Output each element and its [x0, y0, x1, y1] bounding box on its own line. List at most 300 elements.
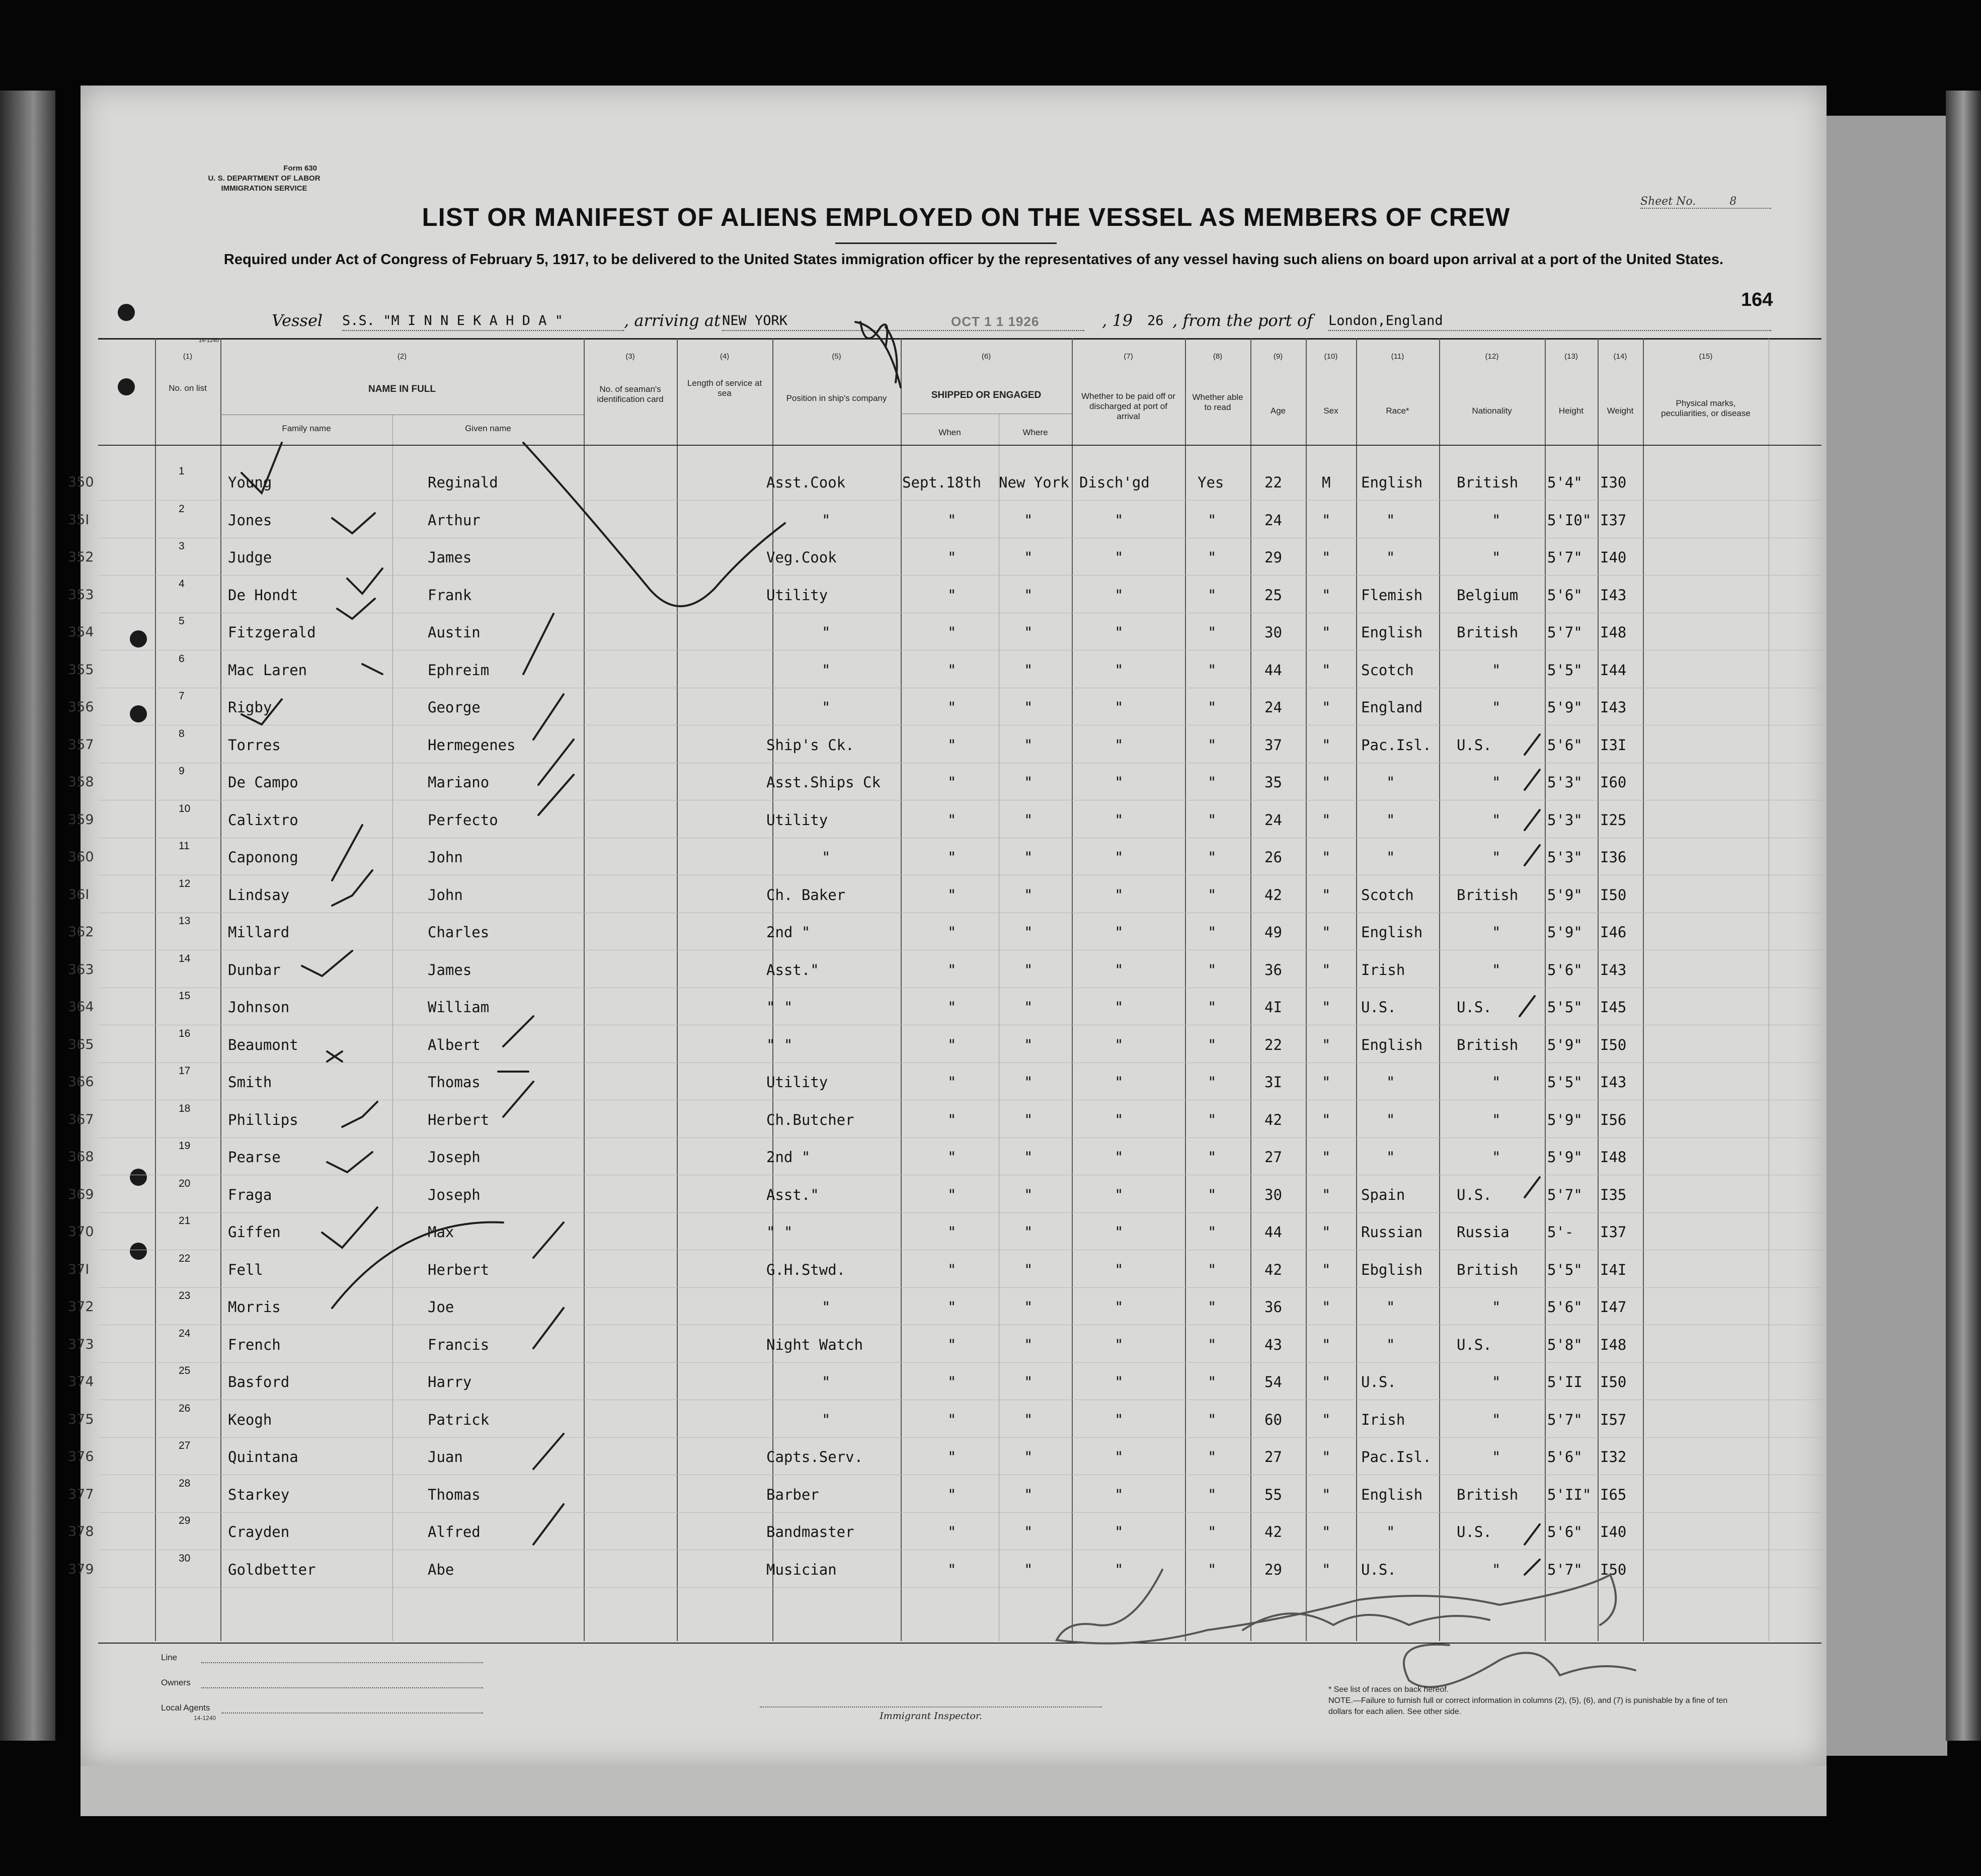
position: " " [766, 999, 793, 1016]
header-height: Height [1558, 406, 1584, 416]
height: 5'9" [1547, 886, 1582, 904]
position: Ch.Butcher [766, 1111, 854, 1128]
nationality: " [1492, 511, 1501, 529]
inspector-signature-line [760, 1706, 1102, 1707]
able-to-read: " [1208, 1411, 1217, 1428]
age: 43 [1264, 1336, 1282, 1353]
age: 44 [1264, 661, 1282, 679]
shipped-where: " [1024, 774, 1033, 791]
given-name: William [428, 999, 490, 1016]
row-number: 12 [179, 877, 191, 889]
able-to-read: " [1208, 924, 1217, 941]
able-to-read: " [1208, 511, 1217, 529]
family-name: Johnson [228, 999, 290, 1016]
shipped-when: " [947, 1486, 957, 1503]
race: U.S. [1361, 1561, 1396, 1578]
header-race: Race* [1386, 406, 1409, 416]
shipped-where: " [1024, 999, 1033, 1016]
header-physical-marks: Physical marks, peculiarities, or disease [1661, 398, 1751, 418]
age: 42 [1264, 1111, 1282, 1128]
position: Asst." [766, 961, 819, 978]
shipped-where: " [1024, 1074, 1033, 1091]
race: English [1361, 1486, 1423, 1503]
row-ref: 378 [68, 1524, 94, 1539]
column-number: (9) [1273, 352, 1283, 361]
line-field [201, 1661, 483, 1663]
race: Scotch [1361, 661, 1414, 679]
row-ref: 365 [68, 1036, 94, 1052]
sex: " [1322, 1448, 1331, 1465]
shipped-where: " [1024, 849, 1033, 866]
page-title: LIST OR MANIFEST OF ALIENS EMPLOYED ON THE VESSEL AS MEMBERS OF CREW [422, 203, 1511, 231]
long-check-stroke [523, 443, 785, 606]
position: " " [766, 1036, 793, 1053]
age: 27 [1264, 1149, 1282, 1166]
given-name: Thomas [428, 1074, 481, 1091]
shipped-where: " [1024, 699, 1033, 716]
family-name: Torres [228, 736, 281, 754]
sex: " [1322, 811, 1331, 829]
family-name: Quintana [228, 1448, 298, 1465]
sex: " [1322, 999, 1331, 1016]
race: English [1361, 474, 1423, 491]
position: Night Watch [766, 1336, 863, 1353]
able-to-read: " [1208, 661, 1217, 679]
family-name: Starkey [228, 1486, 290, 1503]
family-name: Fell [228, 1261, 263, 1278]
row-ref: 376 [68, 1449, 94, 1464]
shipped-where: " [1024, 1448, 1033, 1465]
given-name: Hermegenes [428, 736, 516, 754]
nationality: " [1492, 1111, 1501, 1128]
arriving-label: , arriving at [624, 311, 721, 330]
row-number: 17 [179, 1065, 191, 1077]
given-name: Joe [428, 1298, 454, 1316]
paid-off: " [1115, 1261, 1124, 1278]
nationality: " [1492, 661, 1501, 679]
able-to-read: " [1208, 774, 1217, 791]
shipped-when: " [947, 1186, 957, 1203]
shipped-when: " [947, 1261, 957, 1278]
arrival-port: NEW YORK [722, 313, 1084, 331]
row-ref: 354 [68, 624, 94, 640]
weight: I40 [1600, 1523, 1627, 1540]
shipped-where: " [1024, 1523, 1033, 1540]
able-to-read: " [1208, 699, 1217, 716]
column-number: (2) [397, 352, 407, 361]
weight: I57 [1600, 1411, 1627, 1428]
shipped-when: " [947, 1036, 957, 1053]
row-ref: 352 [68, 549, 94, 565]
paid-off: " [1115, 1036, 1124, 1053]
nationality: U.S. [1457, 1336, 1492, 1353]
row-number: 8 [179, 727, 185, 740]
position: " [822, 1373, 831, 1391]
local-agents-label: Local Agents [161, 1703, 210, 1712]
nationality: " [1492, 1149, 1501, 1166]
given-name: Abe [428, 1561, 454, 1578]
age: 29 [1264, 1561, 1282, 1578]
age: 24 [1264, 811, 1282, 829]
owners-field [201, 1686, 483, 1688]
height: 5'9" [1547, 699, 1582, 716]
header-shipped-engaged: SHIPPED OR ENGAGED [931, 390, 1042, 400]
weight: I46 [1600, 924, 1627, 941]
nationality: " [1492, 699, 1501, 716]
sex: " [1322, 1298, 1331, 1316]
row-ref: 353 [68, 587, 94, 603]
age: 24 [1264, 699, 1282, 716]
height: 5'II [1547, 1373, 1582, 1391]
shipped-where: " [1024, 1111, 1033, 1128]
race: " [1386, 1298, 1395, 1316]
sex: " [1322, 1336, 1331, 1353]
height: 5'I0" [1547, 511, 1592, 529]
weight: I43 [1600, 1074, 1627, 1091]
given-name: Joseph [428, 1149, 481, 1166]
race: " [1386, 1336, 1395, 1353]
nationality: " [1492, 549, 1501, 566]
race: Spain [1361, 1186, 1405, 1203]
nationality: " [1492, 1448, 1501, 1465]
paid-off: " [1115, 999, 1124, 1016]
shipped-where: " [1024, 1336, 1033, 1353]
header-given-name: Given name [465, 424, 511, 433]
form-number: Form 630 [283, 164, 317, 173]
nationality: U.S. [1457, 999, 1492, 1016]
shipped-when: " [947, 1224, 957, 1241]
row-number: 4 [179, 578, 185, 590]
race: " [1386, 549, 1395, 566]
row-number: 23 [179, 1290, 191, 1301]
position: Asst." [766, 1186, 819, 1203]
department: U. S. DEPARTMENT OF LABOR [208, 174, 321, 183]
row-number: 1 [179, 465, 185, 477]
able-to-read: " [1208, 1373, 1217, 1391]
given-name: Herbert [428, 1111, 490, 1128]
age: 29 [1264, 549, 1282, 566]
position: " [822, 1298, 831, 1316]
weight: I32 [1600, 1448, 1627, 1465]
given-name: Albert [428, 1036, 481, 1053]
row-ref: 35I [68, 512, 90, 528]
given-name: Herbert [428, 1261, 490, 1278]
age: 27 [1264, 1448, 1282, 1465]
position: Utility [766, 1074, 828, 1091]
family-name: Millard [228, 924, 290, 941]
shipped-when: " [947, 586, 957, 604]
able-to-read: " [1208, 1523, 1217, 1540]
nationality: British [1457, 886, 1519, 904]
paid-off: " [1115, 699, 1124, 716]
weight: I50 [1600, 1373, 1627, 1391]
paid-off: " [1115, 961, 1124, 978]
header-id-card: No. of seaman's identification card [597, 384, 664, 404]
owners-label: Owners [161, 1678, 191, 1687]
paid-off: " [1115, 586, 1124, 604]
row-number: 27 [179, 1440, 191, 1451]
shipped-where: " [1024, 1486, 1033, 1503]
shipped-where: " [1024, 811, 1033, 829]
family-name: Calixtro [228, 811, 298, 829]
row-number: 22 [179, 1252, 191, 1264]
race: Flemish [1361, 586, 1423, 604]
paid-off: " [1115, 1523, 1124, 1540]
paid-off: " [1115, 1336, 1124, 1353]
column-number: (11) [1391, 352, 1404, 361]
row-number: 18 [179, 1102, 191, 1114]
race: " [1386, 1523, 1395, 1540]
age: 25 [1264, 586, 1282, 604]
header-position: Position in ship's company [786, 393, 887, 403]
able-to-read: " [1208, 549, 1217, 566]
given-name: Charles [428, 924, 490, 941]
shipped-where: " [1024, 1036, 1033, 1053]
footnote [1328, 1684, 1731, 1718]
sex: " [1322, 1149, 1331, 1166]
header-length-service: Length of service at sea [687, 378, 762, 398]
height: 5'6" [1547, 961, 1582, 978]
age: 44 [1264, 1224, 1282, 1241]
able-to-read: " [1208, 1486, 1217, 1503]
race: England [1361, 699, 1423, 716]
nationality: British [1457, 1036, 1519, 1053]
row-ref: 362 [68, 924, 94, 940]
column-number: (4) [720, 352, 730, 361]
sheet-no-label: Sheet No. [1640, 195, 1696, 208]
able-to-read: " [1208, 1298, 1217, 1316]
shipped-where: " [1024, 1261, 1033, 1278]
column-number: (8) [1213, 352, 1223, 361]
shipped-when: " [947, 699, 957, 716]
given-name: Frank [428, 586, 472, 604]
age: 49 [1264, 924, 1282, 941]
weight: I30 [1600, 474, 1627, 491]
height: 5'6" [1547, 736, 1582, 754]
shipped-when: " [947, 886, 957, 904]
able-to-read: " [1208, 1448, 1217, 1465]
height: 5'6" [1547, 1298, 1582, 1316]
nationality: " [1492, 1411, 1501, 1428]
shipped-where: " [1024, 961, 1033, 978]
shipped-where: " [1024, 1411, 1033, 1428]
race: English [1361, 624, 1423, 641]
height: 5'6" [1547, 586, 1582, 604]
row-number: 16 [179, 1027, 191, 1039]
row-number: 3 [179, 540, 185, 552]
height: 5'5" [1547, 1261, 1582, 1278]
paid-off: " [1115, 1561, 1124, 1578]
family-name: Phillips [228, 1111, 298, 1128]
given-name: Juan [428, 1448, 463, 1465]
race: " [1386, 811, 1395, 829]
paid-off: " [1115, 1224, 1124, 1241]
family-name: Young [228, 474, 272, 491]
sex: " [1322, 549, 1331, 566]
race: Pac.Isl. [1361, 736, 1432, 754]
race: English [1361, 924, 1423, 941]
able-to-read: " [1208, 586, 1217, 604]
height: 5'3" [1547, 811, 1582, 829]
row-number: 19 [179, 1140, 191, 1152]
shipped-when: " [947, 624, 957, 641]
shipped-when: " [947, 1298, 957, 1316]
shipped-when: " [947, 511, 957, 529]
age: 36 [1264, 961, 1282, 978]
penalty-note: NOTE.—Failure to furnish full or correct information in columns (2), (5), (6), and (7) is punishable by a fine of ten dollars for each alien. See other side. [1328, 1696, 1728, 1716]
shipped-where: " [1024, 586, 1033, 604]
sex: " [1322, 624, 1331, 641]
shipped-when: " [947, 1561, 957, 1578]
nationality: " [1492, 774, 1501, 791]
nationality: " [1492, 1298, 1501, 1316]
row-number: 5 [179, 615, 185, 627]
row-number: 20 [179, 1177, 191, 1189]
weight: I43 [1600, 586, 1627, 604]
given-name: John [428, 886, 463, 904]
given-name: James [428, 549, 472, 566]
age: 26 [1264, 849, 1282, 866]
able-to-read: " [1208, 886, 1217, 904]
row-ref: 375 [68, 1411, 94, 1427]
family-name: Beaumont [228, 1036, 298, 1053]
family-name: Basford [228, 1373, 290, 1391]
shipped-where: " [1024, 511, 1033, 529]
height: 5'9" [1547, 1111, 1582, 1128]
position: Ch. Baker [766, 886, 846, 904]
weight: I37 [1600, 511, 1627, 529]
sex: " [1322, 1111, 1331, 1128]
nationality: British [1457, 1261, 1519, 1278]
shipped-when: " [947, 736, 957, 754]
nationality: U.S. [1457, 1186, 1492, 1203]
header-no-on-list: No. on list [169, 383, 207, 393]
family-name: Crayden [228, 1523, 290, 1540]
height: 5'6" [1547, 1523, 1582, 1540]
row-ref: 374 [68, 1374, 94, 1390]
able-to-read: " [1208, 1261, 1217, 1278]
position: Capts.Serv. [766, 1448, 863, 1465]
sex: " [1322, 1261, 1331, 1278]
paid-off: " [1115, 1411, 1124, 1428]
family-name: Judge [228, 549, 272, 566]
row-number: 26 [179, 1402, 191, 1414]
position: 2nd " [766, 924, 811, 941]
weight: I48 [1600, 1149, 1627, 1166]
height: 5'II" [1547, 1486, 1592, 1503]
sex: " [1322, 924, 1331, 941]
family-name: De Hondt [228, 586, 298, 604]
pencil-checkmarks [242, 322, 1540, 1575]
height: 5'5" [1547, 999, 1582, 1016]
sex: " [1322, 699, 1331, 716]
row-number: 7 [179, 690, 185, 702]
shipped-where: " [1024, 924, 1033, 941]
sex: " [1322, 1186, 1331, 1203]
page-subtitle: Required under Act of Congress of February 5, 1917, to be delivered to the United States immigration officer by the representatives of any vessel having such aliens on board upon arrival at a port of the United States. [223, 252, 1724, 268]
age: 24 [1264, 511, 1282, 529]
paid-off: " [1115, 549, 1124, 566]
sex: " [1322, 1224, 1331, 1241]
able-to-read: " [1208, 624, 1217, 641]
given-name: Austin [428, 624, 481, 641]
given-name: Francis [428, 1336, 490, 1353]
paid-off: " [1115, 624, 1124, 641]
race: U.S. [1361, 999, 1396, 1016]
given-name: Perfecto [428, 811, 498, 829]
header-weight: Weight [1607, 406, 1634, 416]
agents-form-code: 14-1240 [194, 1715, 216, 1722]
date-stamp: OCT 1 1 1926 [951, 314, 1040, 329]
shipped-when: " [947, 1111, 957, 1128]
weight: I35 [1600, 1186, 1627, 1203]
shipped-where: " [1024, 736, 1033, 754]
vessel-name: S.S. "M I N N E K A H D A " [342, 313, 624, 331]
row-number: 10 [179, 802, 191, 814]
paid-off: " [1115, 849, 1124, 866]
height: 5'7" [1547, 624, 1582, 641]
nationality: " [1492, 849, 1501, 866]
nationality: " [1492, 811, 1501, 829]
height: 5'7" [1547, 1411, 1582, 1428]
shipped-when: " [947, 1074, 957, 1091]
race: Ebglish [1361, 1261, 1423, 1278]
height: 5'7" [1547, 549, 1582, 566]
sex: " [1322, 1523, 1331, 1540]
age: 37 [1264, 736, 1282, 754]
service: IMMIGRATION SERVICE [221, 184, 307, 193]
race: Irish [1361, 961, 1405, 978]
sex: " [1322, 849, 1331, 866]
given-name: James [428, 961, 472, 978]
column-number: (5) [832, 352, 841, 361]
nationality: British [1457, 624, 1519, 641]
position: " [822, 661, 831, 679]
column-number: (12) [1485, 352, 1499, 361]
row-ref: 358 [68, 774, 94, 790]
row-ref: 363 [68, 961, 94, 977]
able-to-read: " [1208, 999, 1217, 1016]
given-name: Patrick [428, 1411, 490, 1428]
height: 5'5" [1547, 661, 1582, 679]
paid-off: " [1115, 924, 1124, 941]
year-label: , 19 [1102, 311, 1133, 330]
header-able-read: Whether able to read [1192, 392, 1243, 412]
position: " [822, 849, 831, 866]
paid-off: " [1115, 1298, 1124, 1316]
nationality: " [1492, 924, 1501, 941]
age: 3I [1264, 1074, 1282, 1091]
row-number: 24 [179, 1327, 191, 1339]
age: 4I [1264, 999, 1282, 1016]
family-name: Dunbar [228, 961, 281, 978]
given-name: Mariano [428, 774, 490, 791]
height: 5'4" [1547, 474, 1582, 491]
nationality: U.S. [1457, 1523, 1492, 1540]
row-number: 11 [179, 840, 190, 852]
row-ref: 368 [68, 1149, 94, 1165]
row-number: 2 [179, 503, 185, 515]
position: Utility [766, 586, 828, 604]
sex: " [1322, 736, 1331, 754]
shipped-where: " [1024, 624, 1033, 641]
sex: " [1322, 774, 1331, 791]
sheet-number: 164 [1741, 289, 1773, 310]
race: " [1386, 849, 1395, 866]
shipped-when: " [947, 1373, 957, 1391]
nationality: British [1457, 474, 1519, 491]
paid-off: " [1115, 661, 1124, 679]
